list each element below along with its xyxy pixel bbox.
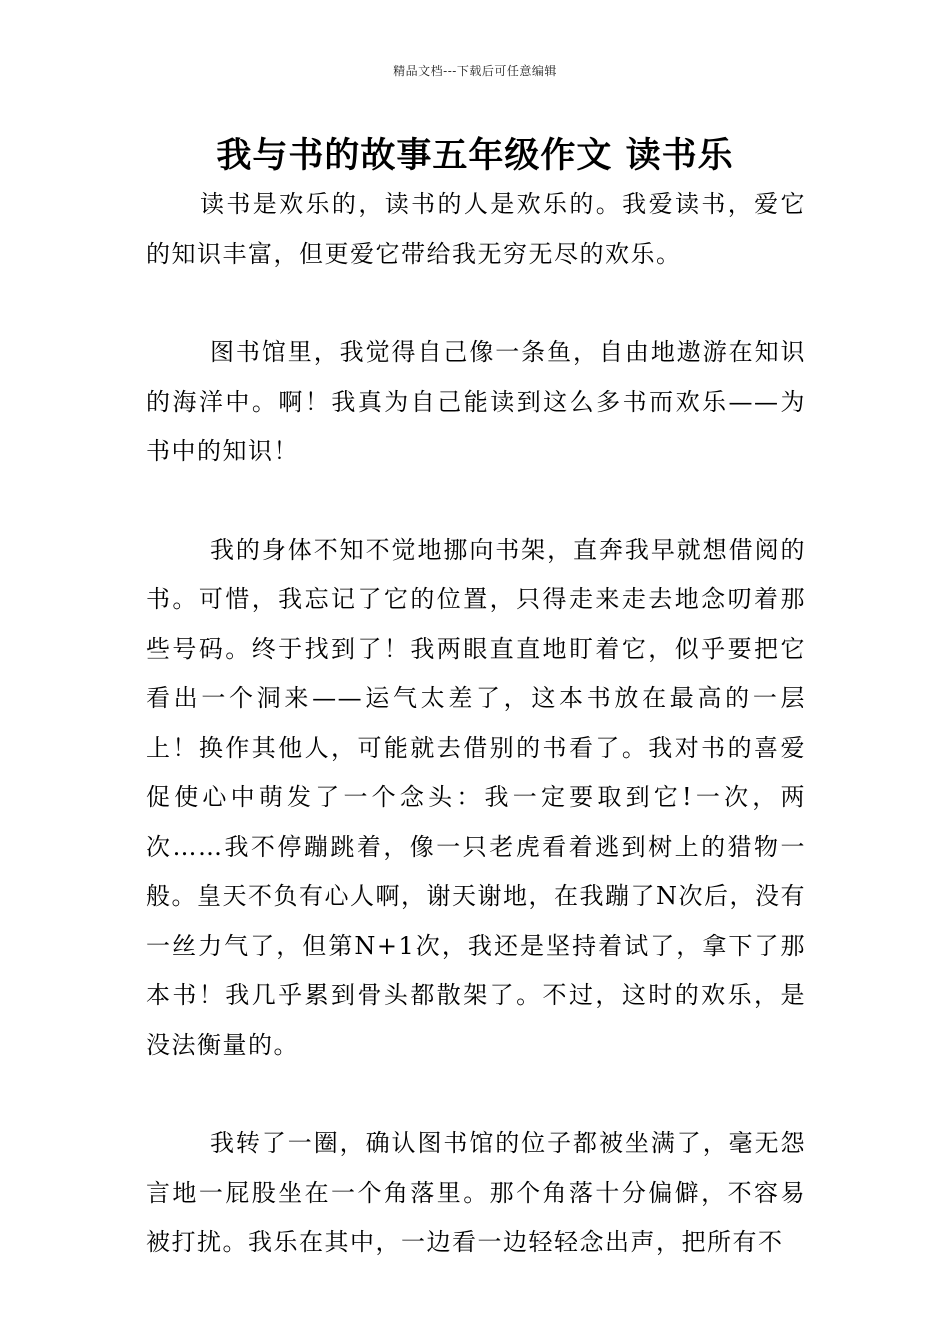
header-note: 精品文档---下载后可任意编辑 (393, 64, 557, 78)
document-body (146, 180, 806, 1268)
paragraph: 我转了一圈，确认图书馆的位子都被坐满了，毫无怨言地一屁股坐在一个角落里。那个角落十分偏僻，不容易被打扰。我乐在其中，一边看一边轻轻念出声，把所有不 (146, 1129, 806, 1256)
document-title: 我与书的故事五年级作文 读书乐 (216, 136, 734, 176)
paragraph: 我的身体不知不觉地挪向书架，直奔我早就想借阅的书。可惜，我忘记了它的位置，只得走来走去地念叨着那些号码。终于找到了！我两眼直直地盯着它，似乎要把它看出一个洞来——运气太差了，这本书放在最高的一层上！换作其他人，可能就去借别的书看了。我对书的喜爱促使心中萌发了一个念头：我一定要取到它!一次，两次……我不停蹦跳着，像一只老虎看着逃到树上的猎物一般。皇天不负有心人啊，谢天谢地，在我蹦了N次后，没有一丝力气了，但第N+1次，我还是坚持着试了，拿下了那本书！我几乎累到骨头都散架了。不过，这时的欢乐，是没法衡量的。 (146, 535, 806, 1059)
paragraph: 图书馆里，我觉得自己像一条鱼，自由地遨游在知识的海洋中。啊！我真为自己能读到这么多书而欢乐——为书中的知识！ (146, 338, 806, 465)
paragraph: 读书是欢乐的，读书的人是欢乐的。我爱读书，爱它的知识丰富，但更爱它带给我无穷无尽的欢乐。 (146, 190, 806, 268)
